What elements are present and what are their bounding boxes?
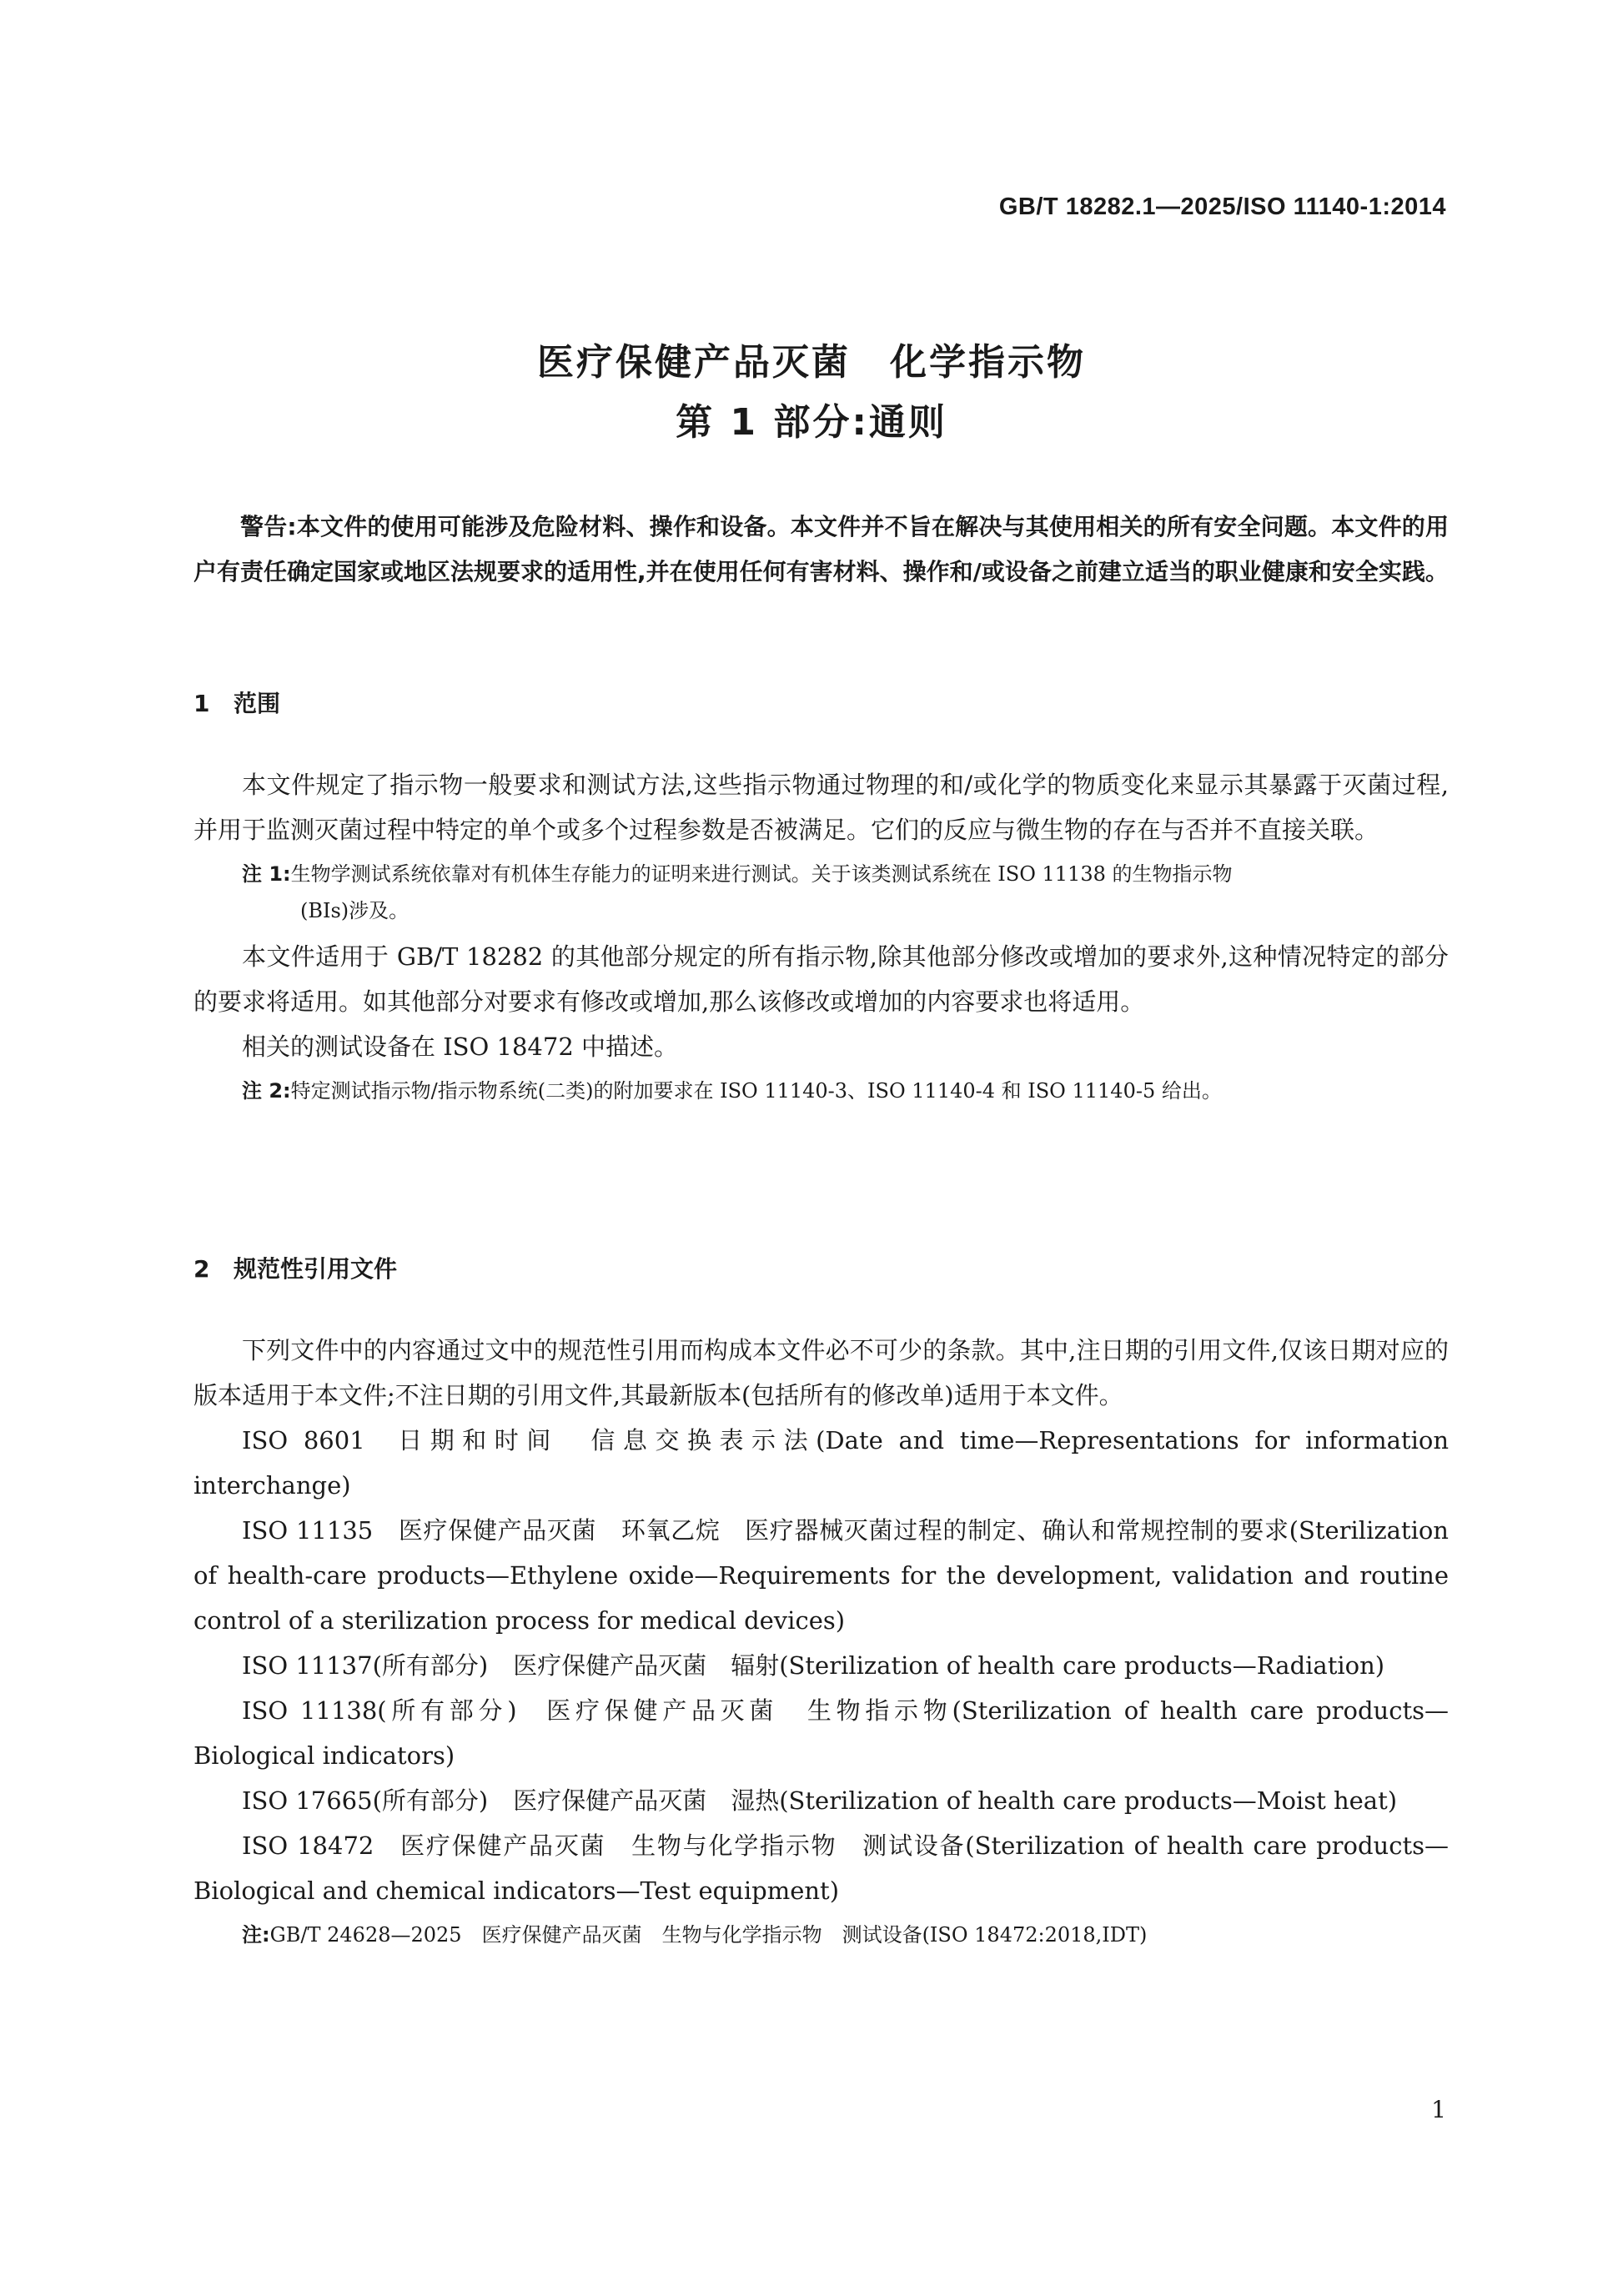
reference-text: 医疗保健产品灭菌 辐射(Sterilization of health care products—Radiation): [513, 1651, 1385, 1680]
reference-text: 医疗保健产品灭菌 生物指示物(Sterilization of health care products—Biological indicators): [193, 1696, 1449, 1770]
note-1: [242, 856, 1449, 929]
section-1-body: [193, 762, 1449, 1114]
document-subtitle: 第 1 部分:通则: [676, 401, 947, 444]
warning-text: 警告:本文件的使用可能涉及危险材料、操作和设备。本文件并不旨在解决与其使用相关的所有安全问题。本文件的用户有责任确定国家或地区法规要求的适用性,并在使用任何有害材料、操作和/或设备之前建立适当的职业健康和安全实践。: [193, 513, 1449, 585]
section-2-heading: [193, 1251, 397, 1284]
section-2-number: 2: [193, 1255, 210, 1283]
reference-item: [193, 1823, 1449, 1913]
section-1-number: 1: [193, 690, 210, 717]
note-3: [242, 1917, 1449, 1953]
note-2-text: 特定测试指示物/指示物系统(二类)的附加要求在 ISO 11140-3、ISO 11140-4 和 ISO 11140-5 给出。: [290, 1079, 1222, 1103]
scope-paragraph-2: 本文件适用于 GB/T 18282 的其他部分规定的所有指示物,除其他部分修改或增加的要求外,这种情况特定的部分的要求将适用。如其他部分对要求有修改或增加,那么该修改或增加的内容要求也将适用。: [193, 942, 1449, 1016]
scope-paragraph-1: 本文件规定了指示物一般要求和测试方法,这些指示物通过物理的和/或化学的物质变化来显示其暴露于灭菌过程,并用于监测灭菌过程中特定的单个或多个过程参数是否被满足。它们的反应与微生物的存在与否并不直接关联。: [193, 771, 1449, 844]
reference-code: ISO 11135: [242, 1516, 374, 1545]
reference-code: ISO 11138(所有部分): [242, 1696, 517, 1725]
page-number: 1: [1431, 2096, 1446, 2123]
note-3-text: GB/T 24628—2025 医疗保健产品灭菌 生物与化学指示物 测试设备(ISO 18472:2018,IDT): [269, 1923, 1148, 1947]
section-2-title: 规范性引用文件: [234, 1255, 398, 1283]
note-2: [242, 1073, 1449, 1109]
reference-item: [193, 1688, 1449, 1778]
section-1-title: 范围: [234, 690, 281, 717]
reference-code: ISO 17665(所有部分): [242, 1786, 489, 1815]
note-1-label: 注 1:: [242, 862, 291, 886]
note-1-text: 生物学测试系统依靠对有机体生存能力的证明来进行测试。关于该类测试系统在 ISO 11138 的生物指示物: [290, 862, 1233, 886]
reference-code: ISO 8601: [242, 1426, 365, 1454]
section-2-body: [193, 1328, 1449, 1958]
note-2-label: 注 2:: [242, 1079, 291, 1103]
warning-paragraph: [193, 505, 1449, 595]
reference-item: [193, 1778, 1449, 1823]
reference-text: 医疗保健产品灭菌 环氧乙烷 医疗器械灭菌过程的制定、确认和常规控制的要求(Sterilization of health-care products—Ethylene oxide—Requirements for the development, validation and routine control of a sterilization process for medical devices): [193, 1516, 1449, 1635]
reference-code: ISO 18472: [242, 1831, 374, 1860]
references-intro: 下列文件中的内容通过文中的规范性引用而构成本文件必不可少的条款。其中,注日期的引用文件,仅该日期对应的版本适用于本文件;不注日期的引用文件,其最新版本(包括所有的修改单)适用于本文件。: [193, 1336, 1449, 1409]
reference-text: 日期和时间 信息交换表示法(Date and time—Representations for information interchange): [193, 1426, 1449, 1500]
reference-code: ISO 11137(所有部分): [242, 1651, 489, 1680]
reference-text: 医疗保健产品灭菌 湿热(Sterilization of health care products—Moist heat): [513, 1786, 1398, 1815]
reference-item: [193, 1508, 1449, 1643]
standard-code: GB/T 18282.1—2025/ISO 11140-1:2014: [998, 193, 1446, 220]
reference-text: 医疗保健产品灭菌 生物与化学指示物 测试设备(Sterilization of health care products—Biological and chemical indicators—Test equipment): [193, 1831, 1449, 1905]
note-1-continuation: (BIs)涉及。: [300, 899, 410, 922]
reference-item: [193, 1643, 1449, 1688]
section-1-heading: [193, 686, 280, 719]
document-title: 医疗保健产品灭菌 化学指示物: [537, 341, 1086, 384]
reference-item: [193, 1418, 1449, 1508]
note-3-label: 注:: [242, 1923, 270, 1947]
scope-paragraph-3: 相关的测试设备在 ISO 18472 中描述。: [242, 1032, 679, 1061]
